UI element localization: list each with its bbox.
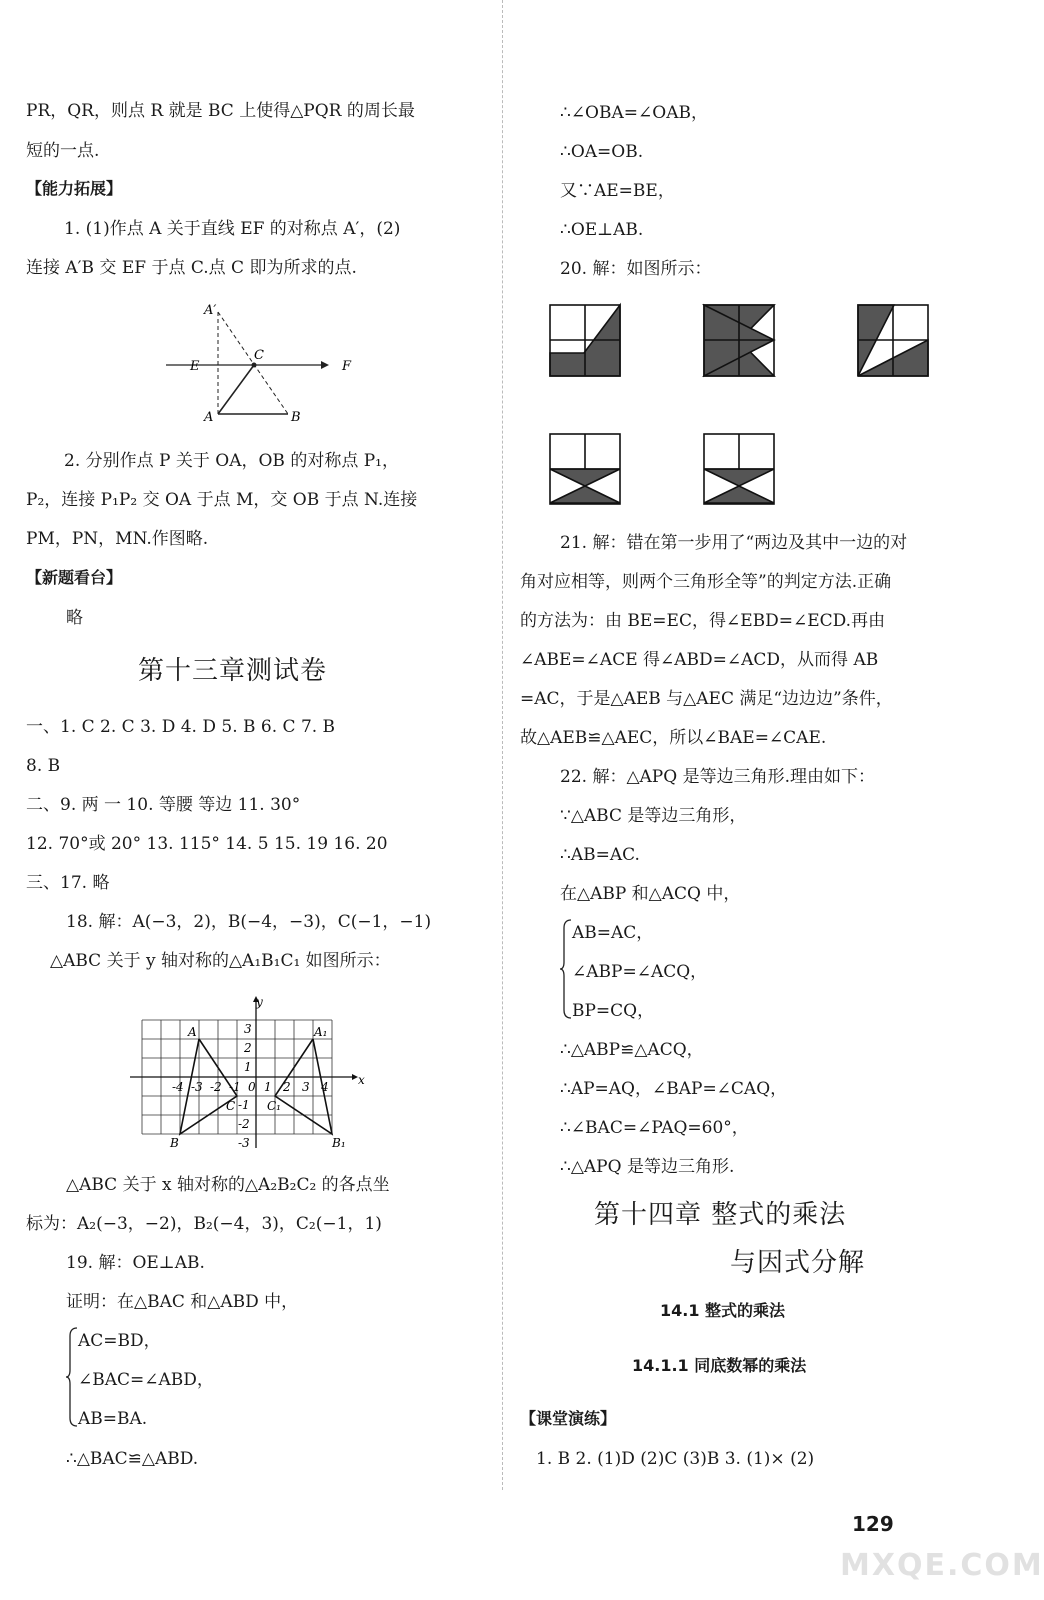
reflection-figure (166, 298, 366, 428)
text-line: ∴∠BAC=∠PAQ=60°， (560, 1118, 749, 1138)
text-line: 短的一点. (26, 141, 100, 161)
text-line: 略 (66, 608, 83, 628)
text-line: AB=BA. (78, 1409, 148, 1429)
point-A1-label: A₁ (314, 1025, 328, 1039)
text-line: PR，QR，则点 R 就是 BC 上使得△PQR 的周长最 (26, 101, 415, 121)
y-tick: -3 (238, 1136, 250, 1150)
text-line: ∴△ABP≌△ACQ， (560, 1040, 704, 1060)
text-line: 证明：在△BAC 和△ABD 中， (66, 1292, 299, 1312)
text-line: 1. (1)作点 A 关于直线 EF 的对称点 A′，(2) (64, 219, 401, 239)
label-B: B (291, 410, 301, 425)
text-line: ∴△BAC≌△ABD. (66, 1449, 199, 1469)
text-line: BP=CQ， (572, 1001, 655, 1021)
subsection-title: 14.1.1 同底数幂的乘法 (632, 1356, 807, 1375)
section-heading: 【能力拓展】 (26, 179, 123, 198)
text-line: 19. 解：OE⊥AB. (66, 1253, 205, 1273)
text-line: △ABC 关于 y 轴对称的△A₁B₁C₁ 如图所示： (50, 951, 391, 971)
answer-line: 三、17. 略 (26, 873, 110, 893)
point-C1-label: C₁ (267, 1099, 281, 1113)
text-line: ∴AB=AC. (560, 845, 640, 865)
text-line: ∠ABE=∠ACE 得∠ABD=∠ACD，从而得 AB (520, 650, 879, 670)
text-line: 又∵AE=BE， (560, 181, 675, 201)
text-line: 故△AEB≌△AEC，所以∠BAE=∠CAE. (520, 728, 827, 748)
x-tick: -4 (172, 1080, 184, 1094)
point-B1-label: B₁ (332, 1136, 346, 1150)
x-tick: 1 (264, 1080, 272, 1094)
y-tick: 1 (244, 1060, 252, 1074)
y-axis-label: y (256, 995, 263, 1009)
x-tick: -2 (210, 1080, 222, 1094)
text-line: ∠BAC=∠ABD， (78, 1370, 214, 1390)
column-divider (502, 0, 504, 1490)
chapter-title: 第十三章测试卷 (138, 656, 328, 686)
text-line: ∴△APQ 是等边三角形. (560, 1157, 735, 1177)
text-line: 20. 解：如图所示： (560, 259, 712, 279)
label-C: C (254, 348, 264, 363)
coordinate-grid-figure (126, 992, 366, 1152)
text-line: 在△ABP 和△ACQ 中， (560, 884, 741, 904)
x-tick: 0 (248, 1080, 256, 1094)
text-line: 标为：A₂(−3，−2)，B₂(−4，3)，C₂(−1，1) (26, 1214, 382, 1234)
chapter-subtitle: 与因式分解 (730, 1248, 866, 1278)
x-axis-label: x (358, 1073, 365, 1087)
section-heading: 【课堂演练】 (520, 1409, 617, 1428)
answer-line: 8. B (26, 756, 61, 776)
text-line: ∵△ABC 是等边三角形， (560, 806, 747, 826)
section-heading: 【新题看台】 (26, 568, 123, 587)
square-patterns-figure (548, 303, 948, 508)
watermark: MXQE.COM (840, 1548, 1044, 1583)
text-line: ∴OA=OB. (560, 142, 644, 162)
brace (560, 918, 572, 1020)
label-A-prime: A′ (204, 303, 217, 318)
point-B-label: B (170, 1136, 179, 1150)
text-line: 21. 解：错在第一步用了“两边及其中一边的对 (560, 533, 908, 553)
text-line: PM，PN，MN.作图略. (26, 529, 209, 549)
chapter-title: 第十四章 整式的乘法 (594, 1200, 847, 1230)
x-tick: 2 (283, 1080, 291, 1094)
text-line: AC=BD， (78, 1331, 161, 1351)
text-line: 22. 解：△APQ 是等边三角形.理由如下： (560, 767, 875, 787)
text-line: =AC，于是△AEB 与△AEC 满足“边边边”条件， (520, 689, 893, 709)
y-tick: 3 (244, 1022, 252, 1036)
y-tick: -2 (238, 1117, 250, 1131)
text-line: 的方法为：由 BE=EC，得∠EBD=∠ECD.再由 (520, 611, 886, 631)
text-line: ∴OE⊥AB. (560, 220, 644, 240)
text-line: ∠ABP=∠ACQ， (572, 962, 708, 982)
answer-line: 12. 70°或 20° 13. 115° 14. 5 15. 19 16. 20 (26, 834, 388, 854)
answer-line: 1. B 2. (1)D (2)C (3)B 3. (1)× (2) (536, 1449, 815, 1469)
x-tick: 3 (302, 1080, 310, 1094)
label-E: E (190, 359, 200, 374)
text-line: AB=AC， (572, 923, 654, 943)
label-F: F (342, 359, 352, 374)
y-tick: -1 (238, 1098, 250, 1112)
text-line: 2. 分别作点 P 关于 OA，OB 的对称点 P₁， (64, 451, 399, 471)
section-title: 14.1 整式的乘法 (660, 1301, 786, 1320)
x-tick: -1 (229, 1080, 241, 1094)
brace (66, 1326, 78, 1428)
answer-line: 一、1. C 2. C 3. D 4. D 5. B 6. C 7. B (26, 717, 336, 737)
text-line: ∴∠OBA=∠OAB， (560, 103, 708, 123)
text-line: △ABC 关于 x 轴对称的△A₂B₂C₂ 的各点坐 (66, 1175, 390, 1195)
text-line: 连接 A′B 交 EF 于点 C.点 C 即为所求的点. (26, 258, 357, 278)
text-line: 18. 解：A(−3，2)，B(−4，−3)，C(−1，−1) (66, 912, 432, 932)
text-line: P₂，连接 P₁P₂ 交 OA 于点 M，交 OB 于点 N.连接 (26, 490, 418, 510)
page-number: 129 (852, 1512, 894, 1536)
point-A-label: A (188, 1025, 197, 1039)
x-tick: -3 (191, 1080, 203, 1094)
x-tick: 4 (321, 1080, 329, 1094)
answer-line: 二、9. 两 一 10. 等腰 等边 11. 30° (26, 795, 301, 815)
text-line: ∴AP=AQ，∠BAP=∠CAQ， (560, 1079, 788, 1099)
text-line: 角对应相等，则两个三角形全等”的判定方法.正确 (520, 572, 892, 592)
y-tick: 2 (244, 1041, 252, 1055)
point-C-label: C (226, 1099, 236, 1113)
label-A: A (204, 410, 214, 425)
